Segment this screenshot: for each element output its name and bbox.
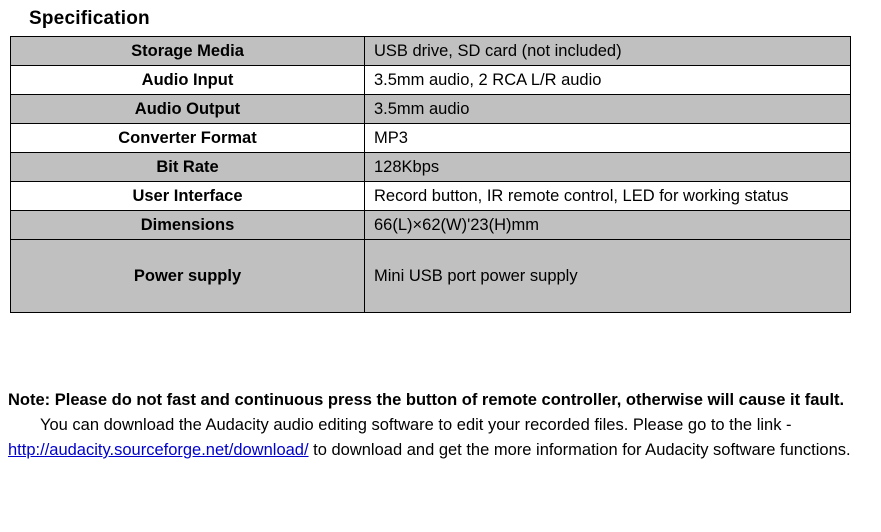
paragraph-text-after-link: to download and get the more information for Audacity software functions.: [308, 441, 851, 459]
notes-section: [8, 388, 874, 463]
spec-value: Record button, IR remote control, LED for working status: [365, 182, 851, 211]
table-row: [11, 211, 851, 240]
spec-value: MP3: [365, 124, 851, 153]
spec-value: USB drive, SD card (not included): [365, 37, 851, 66]
table-row: [11, 153, 851, 182]
paragraph-text-before-link: You can download the Audacity audio editing software to edit your recorded files. Please go to the link -: [40, 416, 792, 434]
spec-label: Dimensions: [11, 211, 365, 240]
spec-label: Audio Input: [11, 66, 365, 95]
table-row: [11, 66, 851, 95]
page-title: Specification: [29, 8, 150, 29]
spec-value: 128Kbps: [365, 153, 851, 182]
table-row: [11, 37, 851, 66]
spec-value: Mini USB port power supply: [365, 240, 851, 313]
spec-value: 3.5mm audio: [365, 95, 851, 124]
specification-table: [10, 36, 851, 313]
table-row: [11, 240, 851, 313]
table-row: [11, 182, 851, 211]
spec-label: Audio Output: [11, 95, 365, 124]
table-row: [11, 124, 851, 153]
spec-value: 66(L)×62(W)'23(H)mm: [365, 211, 851, 240]
audacity-download-link[interactable]: http://audacity.sourceforge.net/download/: [8, 441, 309, 459]
table-row: [11, 95, 851, 124]
spec-value: 3.5mm audio, 2 RCA L/R audio: [365, 66, 851, 95]
audacity-paragraph: [8, 413, 874, 463]
spec-label: Bit Rate: [11, 153, 365, 182]
spec-label: User Interface: [11, 182, 365, 211]
spec-label: Power supply: [11, 240, 365, 313]
spec-label: Storage Media: [11, 37, 365, 66]
warning-note: Note: Please do not fast and continuous press the button of remote controller, otherwise will cause it fault.: [8, 391, 845, 409]
spec-label: Converter Format: [11, 124, 365, 153]
